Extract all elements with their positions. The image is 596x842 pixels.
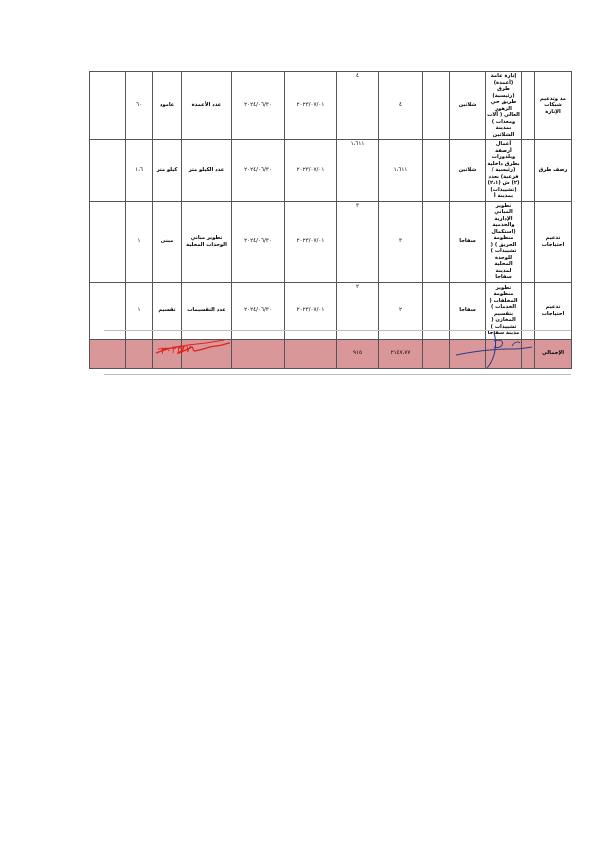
- right-signature: [454, 331, 534, 371]
- unit-cell: مبنى: [153, 201, 182, 282]
- empty-cell: [423, 72, 450, 140]
- table-row: [90, 72, 572, 140]
- indicator-cell: عدد الكيلو متر: [182, 140, 232, 202]
- city-cell: سفاجا: [450, 282, 486, 339]
- end-date-cell: ٢٠٢٤/٠٦/٣٠: [232, 201, 285, 282]
- table-row: [90, 140, 572, 202]
- end-date-cell: ٢٠٢٤/٠٦/٣٠: [232, 140, 285, 202]
- qty-cell: ١،٦١١: [379, 140, 423, 202]
- start-date-cell: ٢٠٢٣/٠٧/٠١: [285, 201, 337, 282]
- signature-area: [104, 330, 571, 375]
- program-cell: تدعيم احتياجات: [535, 201, 572, 282]
- table-row: [90, 201, 572, 282]
- project-cell: إنارة عامة (أعمدة) طرق (رئيسية) طريق حي الزهور العالي ( آلات ومعدات ) بمدينة الشلاتين: [487, 73, 520, 138]
- total-label: الإجمالي: [535, 339, 572, 368]
- unit-cell: كيلو متر: [153, 140, 182, 202]
- qty-top-cell: [337, 72, 379, 140]
- project-cell: تطوير منظومة المخلفات ( الخدمات ) بتقسيم المخازن ( تشييدات ) مدينة سفاجا: [486, 282, 522, 339]
- end-date-cell: ٢٠٢٤/٠٦/٣٠: [232, 282, 285, 339]
- program-cell: رصف طرق: [535, 140, 572, 202]
- program-cell: مد وتدعيم شبكات الإنارة: [535, 72, 572, 140]
- target-cell: ١،٦: [126, 140, 153, 202]
- target-cell: ١: [126, 282, 153, 339]
- project-cell: أعمال أرصفة وبلدورات بطرق داخلية (رئيسية /فرعية) بعدد (٢) ش (٢،١) (تشييدات) بمدينة أ: [487, 141, 520, 199]
- qty-top-value: ١،٦١١: [350, 141, 365, 147]
- signature-date: ٢٠٢٣/٧: [159, 343, 191, 358]
- empty-cell: [423, 201, 450, 282]
- target-cell: ٦٠: [126, 72, 153, 140]
- empty-cell: [423, 140, 450, 202]
- qty-cell: ٣: [379, 201, 423, 282]
- projects-table: [89, 71, 572, 369]
- city-cell: شلاتين: [450, 140, 486, 202]
- unit-cell: عامود: [153, 72, 182, 140]
- qty-cell: ٤: [379, 72, 423, 140]
- indicator-cell: عدد الأعمدة: [182, 72, 232, 140]
- indicator-cell: عدد التقسيمات: [182, 282, 232, 339]
- end-date-cell: ٢٠٢٤/٠٦/٣٠: [232, 72, 285, 140]
- target-cell: ١: [126, 201, 153, 282]
- program-cell: تدعيم احتياجات: [535, 282, 572, 339]
- start-date-cell: ٢٠٢٣/٠٧/٠١: [285, 140, 337, 202]
- indicator-cell: تطوير مباني الوحدات المحلية: [182, 201, 232, 282]
- total-sum-a: ٢١٤٧،٧٧: [379, 339, 423, 368]
- qty-cell: ٢: [379, 282, 423, 339]
- qty-top-value: ٢: [355, 283, 359, 290]
- city-cell: شلاتين: [450, 72, 486, 140]
- qty-top-cell: [337, 140, 379, 202]
- city-cell: سفاجا: [450, 201, 486, 282]
- total-sum-b: ٩١٥: [337, 339, 379, 368]
- project-cell: تطوير المباني الإدارية والخدمية (استكمال منظومة الحريق ) ( تشييدات ) للوحدة المحلية لمدينة سفاجا: [486, 201, 522, 282]
- start-date-cell: ٢٠٢٣/٠٧/٠١: [285, 282, 337, 339]
- qty-top-value: ٤: [355, 73, 359, 79]
- qty-top-cell: [337, 201, 379, 282]
- unit-cell: تقسيم: [153, 282, 182, 339]
- qty-top-value: ٣: [355, 202, 359, 209]
- start-date-cell: ٢٠٢٣/٠٧/٠١: [285, 72, 337, 140]
